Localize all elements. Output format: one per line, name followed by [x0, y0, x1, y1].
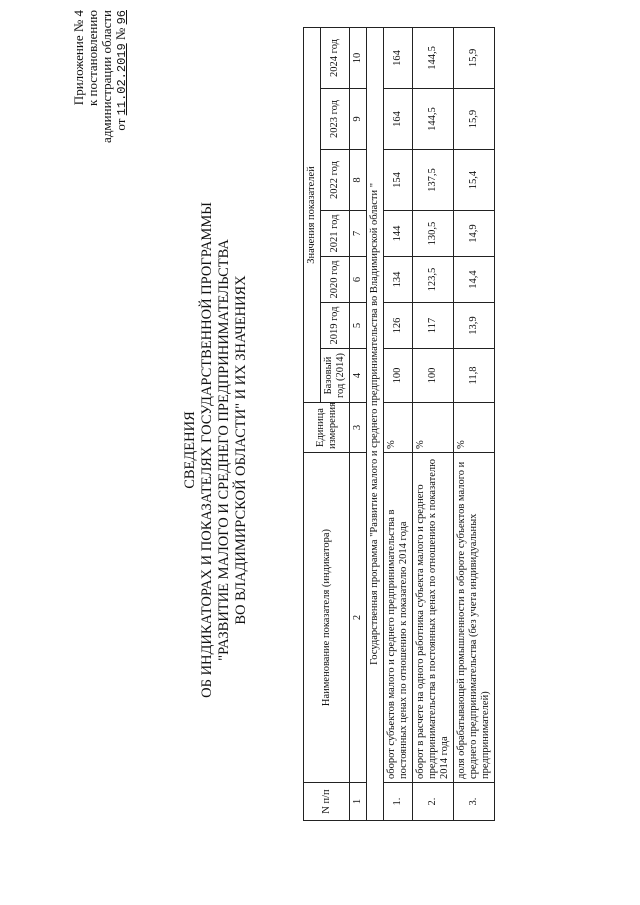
header-year: 2021 год — [321, 211, 350, 257]
appendix-date: 11.02.2019 — [115, 43, 129, 116]
header-year: 2024 год — [321, 27, 350, 88]
appendix-line-1: Приложение № 4 — [71, 10, 86, 106]
row-value: 144,5 — [413, 27, 454, 88]
column-number: 1 — [350, 783, 367, 821]
appendix-block — [72, 10, 129, 160]
title-line-3: "РАЗВИТИЕ МАЛОГО И СРЕДНЕГО ПРЕДПРИНИМАТЕЛЬСТВА — [216, 239, 232, 661]
appendix-line-3: администрации области — [99, 10, 114, 143]
title-line-1: СВЕДЕНИЯ — [182, 411, 198, 489]
header-year: 2022 год — [321, 150, 350, 211]
column-number: 7 — [350, 211, 367, 257]
table-row — [384, 27, 413, 820]
row-value: 14,9 — [454, 211, 495, 257]
indicators-table — [303, 27, 495, 821]
column-number: 4 — [350, 349, 367, 403]
appendix-date-line — [114, 10, 129, 160]
column-number: 5 — [350, 303, 367, 349]
column-number: 10 — [350, 27, 367, 88]
document-title — [182, 105, 250, 795]
date-prefix: от — [113, 118, 128, 131]
row-num: 2. — [413, 783, 454, 821]
row-num: 3. — [454, 783, 495, 821]
row-value: 144,5 — [413, 89, 454, 150]
header-row-1 — [304, 27, 321, 820]
table-row — [413, 27, 454, 820]
row-name: оборот субъектов малого и среднего предпринимательства в постоянных ценах по отношению к показателю 2014 года — [384, 453, 413, 783]
row-value: 134 — [384, 257, 413, 303]
title-line-4: ВО ВЛАДИМИРСКОЙ ОБЛАСТИ" И ИХ ЗНАЧЕНИЯХ — [233, 275, 249, 625]
header-name: Наименование показателя (индикатора) — [304, 453, 350, 783]
row-value: 164 — [384, 27, 413, 88]
header-year: Базовый год (2014) — [321, 349, 350, 403]
row-unit: % — [413, 403, 454, 453]
row-value: 164 — [384, 89, 413, 150]
row-value: 123,5 — [413, 257, 454, 303]
column-number: 2 — [350, 453, 367, 783]
row-unit: % — [454, 403, 495, 453]
column-number-row — [350, 27, 367, 820]
row-value: 13,9 — [454, 303, 495, 349]
header-num: N п/п — [304, 783, 350, 821]
row-value: 15,9 — [454, 27, 495, 88]
program-row — [367, 27, 384, 820]
header-year: 2019 год — [321, 303, 350, 349]
row-value: 144 — [384, 211, 413, 257]
appendix-number: 96 — [115, 10, 129, 25]
appendix-line-2: к постановлению — [85, 10, 100, 107]
header-year: 2020 год — [321, 257, 350, 303]
row-unit: % — [384, 403, 413, 453]
header-values-group: Значения показателей — [304, 27, 321, 402]
number-prefix: № — [113, 27, 128, 41]
header-unit: Единица измерения — [304, 403, 350, 453]
table-row — [454, 27, 495, 820]
column-number: 9 — [350, 89, 367, 150]
program-title: Государственная программа "Развитие малого и среднего предпринимательства во Владимирской области " — [367, 27, 384, 820]
row-value: 154 — [384, 150, 413, 211]
row-name: доля обрабатывающей промышленности в обороте субъектов малого и среднего предпринимательства (без учета индивидуальных предпринимателей) — [454, 453, 495, 783]
title-line-2: ОБ ИНДИКАТОРАХ И ПОКАЗАТЕЛЯХ ГОСУДАРСТВЕННОЙ ПРОГРАММЫ — [199, 202, 215, 698]
column-number: 6 — [350, 257, 367, 303]
column-number: 8 — [350, 150, 367, 211]
row-num: 1. — [384, 783, 413, 821]
row-value: 126 — [384, 303, 413, 349]
row-value: 100 — [413, 349, 454, 403]
row-value: 15,4 — [454, 150, 495, 211]
header-year: 2023 год — [321, 89, 350, 150]
row-value: 11,8 — [454, 349, 495, 403]
column-number: 3 — [350, 403, 367, 453]
row-value: 130,5 — [413, 211, 454, 257]
row-value: 100 — [384, 349, 413, 403]
row-value: 14,4 — [454, 257, 495, 303]
row-value: 15,9 — [454, 89, 495, 150]
row-name: оборот в расчете на одного работника субъекта малого и среднего предпринимательства в постоянных ценах по отношению к показателю 2014 года — [413, 453, 454, 783]
row-value: 117 — [413, 303, 454, 349]
row-value: 137,5 — [413, 150, 454, 211]
